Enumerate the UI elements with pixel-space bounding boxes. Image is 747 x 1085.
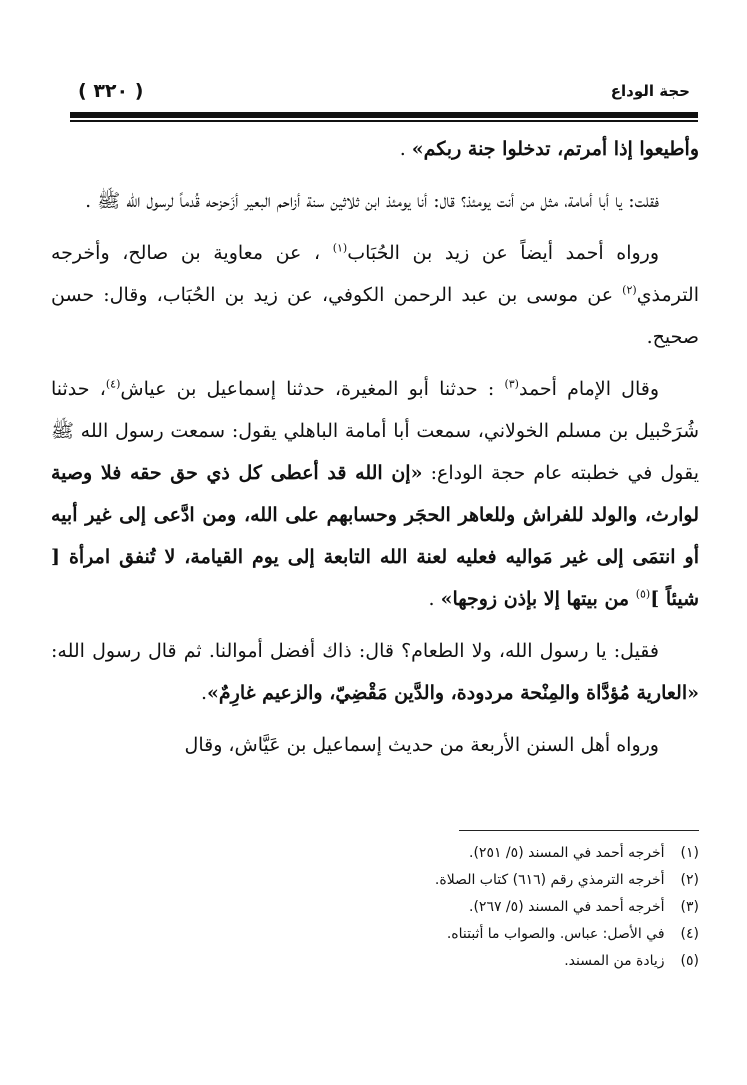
text-segment: ، عن معاوية بن صالح، وأخرجه الترمذي — [51, 242, 699, 306]
footnote-item — [99, 948, 699, 975]
text-segment: ورواه أهل السنن الأربعة من حديث إسماعيل بن عَيَّاش، وقال — [184, 734, 659, 756]
footnote-text: زيادة من المسند. — [564, 953, 669, 969]
footnote-text: أخرجه الترمذي رقم (٦١٦) كتاب الصلاة. — [434, 872, 669, 888]
text-segment: فقيل: يا رسول الله، ولا الطعام؟ قال: ذاك أفضل أموالنا. ثم قال رسول الله: — [51, 640, 659, 662]
footnote-text: في الأصل: عباس. والصواب ما أثبتناه. — [446, 926, 669, 942]
paragraph-p3 — [51, 232, 699, 358]
text-segment: من بيتها إلا بإذن زوجها» — [440, 588, 636, 610]
text-segment: وقال الإمام أحمد — [518, 378, 660, 400]
paragraph-p6 — [51, 724, 699, 766]
footnote-item — [99, 894, 699, 921]
footnotes — [99, 840, 699, 975]
text-segment: ورواه أحمد أيضاً عن زيد بن الحُبَاب — [347, 242, 659, 264]
paragraph-p4 — [51, 368, 699, 620]
text-segment: . — [428, 588, 441, 610]
text-segment: فقلت: يا أبا أمامة، مثل من أنت يومئذ؟ قال: أنا يومئذ ابن ثلاثين سنة أزاحم البعير أزَحزحه قُدماً لرسول الله ﷺ . — [85, 190, 659, 212]
footnote-marker: (٤) — [105, 377, 121, 391]
running-title: حجة الوداع — [610, 82, 690, 100]
running-header — [78, 82, 690, 116]
header-rule-thick — [70, 112, 698, 118]
page-number: ( ٣٢٠ ) — [78, 80, 144, 102]
footnote-item — [99, 867, 699, 894]
footnote-number: (٢) — [680, 872, 699, 888]
main-text — [51, 128, 699, 776]
footnote-number: (٤) — [680, 926, 699, 942]
footnote-text: أخرجه أحمد في المسند (٥/ ٢٦٧). — [469, 899, 669, 915]
text-segment: : حدثنا أبو المغيرة، حدثنا إسماعيل بن عياش — [120, 378, 505, 400]
footnote-marker: (٣) — [504, 377, 519, 391]
footnote-number: (١) — [680, 845, 699, 861]
footnote-marker: (٢) — [622, 283, 637, 297]
paragraph-p1 — [51, 128, 699, 170]
footnote-item — [99, 840, 699, 867]
text-segment: . — [200, 682, 208, 704]
text-segment: عن موسى بن عبد الرحمن الكوفي، عن زيد بن الحُبَاب، وقال: حسن صحيح. — [51, 284, 699, 348]
footnote-text: أخرجه أحمد في المسند (٥/ ٢٥١). — [469, 845, 669, 861]
paragraph-p5 — [51, 630, 699, 714]
footnote-item — [99, 921, 699, 948]
header-rule-thin — [70, 120, 698, 122]
text-segment: وأطيعوا إذا أمرتم، تدخلوا جنة ربكم» — [411, 138, 699, 160]
paragraph-p2 — [51, 180, 699, 222]
text-segment: . — [399, 138, 412, 160]
footnote-separator — [459, 830, 699, 831]
text-segment: «إن الله قد أعطى كل ذي حق حقه فلا وصية لوارث، والولد للفراش وللعاهر الحجَر وحسابهم على الله، ومن ادَّعى إلى غير أبيه أو انتمَى إلى غير مَواليه فعليه لعنة الله التابعة إلى يوم القيامة، لا تُنفق امرأة [ شيئاً ] — [51, 462, 699, 610]
footnote-marker: (٥) — [635, 587, 651, 601]
footnote-number: (٥) — [680, 953, 699, 969]
footnote-marker: (١) — [332, 241, 348, 255]
footnote-number: (٣) — [680, 899, 699, 915]
text-segment: ، حدثنا شُرَحْبيل بن مسلم الخولاني، سمعت أبا أمامة الباهلي يقول: سمعت رسول الله ﷺ يقول في خطبته عام حجة الوداع: — [51, 378, 700, 484]
text-segment: «العارية مُؤدَّاة والمِنْحة مردودة، والدَّين مَقْضِيّ، والزعيم غارِمٌ» — [207, 682, 699, 704]
